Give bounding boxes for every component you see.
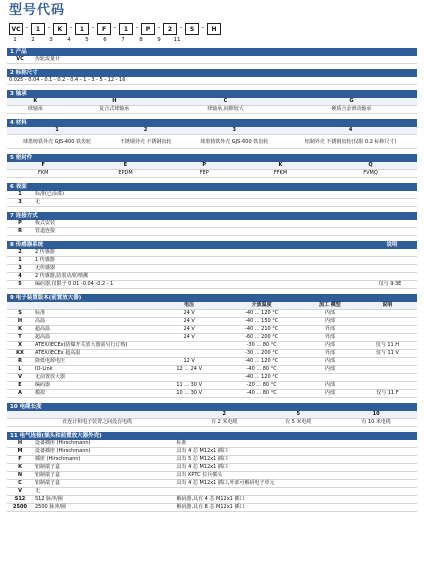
option-cell: -60 ... 200 °C — [221, 334, 302, 342]
table-row — [7, 488, 417, 496]
option-code: 3 — [184, 127, 284, 135]
code-box: 2 — [163, 23, 177, 35]
section-material — [7, 119, 417, 149]
option-note — [363, 273, 417, 281]
table-row — [7, 199, 417, 207]
option-code: 1 — [7, 127, 107, 135]
section-header: 5 密封件 — [7, 154, 417, 162]
option-description: 具有 4 芯 M12x1 插口 — [175, 464, 418, 472]
option-description: 齿轮流量计 — [33, 56, 417, 64]
section-product — [7, 48, 417, 64]
option-code: K — [7, 326, 33, 334]
option-cell: 24 V — [157, 326, 221, 334]
option-code-row — [7, 127, 417, 135]
option-description: 球墨铸铁外壳 GJS-600 铁齿轮 — [184, 135, 284, 149]
table-row — [7, 472, 417, 480]
option-code — [7, 411, 187, 419]
option-cell: 仅与 11 F — [358, 390, 417, 398]
option-cell: -40 ... 150 °C — [221, 318, 302, 326]
code-separator: - — [201, 24, 205, 31]
column-header: 说明 — [358, 302, 417, 310]
option-code: G — [286, 98, 417, 106]
code-box: K — [53, 23, 67, 35]
section-title: 8 传感器系统 — [10, 242, 44, 248]
code-position: 7 — [121, 37, 125, 43]
option-description: 无 — [33, 199, 417, 207]
option-cell: -20 ... 80 °C — [221, 382, 302, 390]
option-description: 2 传感器 — [33, 249, 363, 257]
table-row — [7, 358, 417, 366]
table-row — [7, 382, 417, 390]
nominal-size-values: 0.025 - 0.04 - 0.1 - 0.2 - 0.4 - 1 - 3 - 5 - 12 - 16 — [7, 77, 417, 85]
column-header: 电压 — [157, 302, 221, 310]
model-code-boxes — [9, 23, 417, 35]
table-row — [7, 56, 417, 64]
option-code: K — [7, 98, 64, 106]
option-cell: -40 ... 80 °C — [221, 390, 302, 398]
blank-cell — [33, 302, 157, 310]
section-header: 2 标称尺寸 — [7, 69, 417, 77]
code-position: 11 — [173, 37, 181, 43]
section-header: 6 表面 — [7, 183, 417, 191]
option-description: 有 10 米电缆 — [335, 419, 417, 427]
option-cell: 内部 — [302, 390, 358, 398]
option-cell: -40 ... 120 °C — [221, 310, 302, 318]
option-code: P — [171, 162, 236, 170]
option-description: 板式安装 — [33, 220, 417, 228]
option-cell — [358, 358, 417, 366]
option-code: A — [7, 390, 33, 398]
option-code: F — [7, 456, 33, 464]
section-header: 4 材料 — [7, 119, 417, 127]
option-cell: 内部 — [302, 342, 358, 350]
option-cell: 12 ... 24 V — [157, 366, 221, 374]
table-row — [7, 456, 417, 464]
table-row — [7, 342, 417, 350]
option-cell: -40 ... 120 °C — [221, 374, 302, 382]
table-row — [7, 496, 417, 504]
option-cell: 编码器 — [33, 382, 157, 390]
option-code-row — [7, 162, 417, 170]
option-cell: 12 V — [157, 358, 221, 366]
option-code: H — [7, 440, 33, 448]
code-position: 8 — [139, 37, 143, 43]
option-description: 具有 4 芯 M12x1 插口 — [175, 448, 418, 456]
option-description: 设备插座 (Hirschmann) — [33, 448, 175, 456]
option-description: EPDM — [80, 170, 172, 178]
option-note: 仅与 9 3E — [363, 281, 417, 289]
option-cell — [358, 334, 417, 342]
option-cell — [358, 382, 417, 390]
option-description: 管道连接 — [33, 228, 417, 236]
note-column-header: 说明 — [386, 242, 398, 248]
option-code: R — [7, 358, 33, 366]
section-header — [7, 241, 417, 249]
option-cell: ATEX/IECEx 超高温 — [33, 350, 157, 358]
option-description: 具有 4 芯 M12x1 插口,外部可解码电子单元 — [175, 480, 418, 488]
option-description: 无 — [33, 488, 175, 496]
option-cell: 内部 — [302, 310, 358, 318]
option-cell: -40 ... 210 °C — [221, 326, 302, 334]
option-description: FFKM — [237, 170, 324, 178]
page-title: 型号代码 — [9, 3, 66, 18]
option-code: C — [7, 480, 33, 488]
option-description: 铝制端子盒 — [33, 472, 175, 480]
option-description: S12 脉冲/圈 — [33, 496, 175, 504]
section-header: 7 连接方式 — [7, 212, 417, 220]
table-row — [7, 228, 417, 236]
option-cell: 内部 — [302, 318, 358, 326]
option-code: 5 — [7, 281, 33, 289]
option-code: S — [7, 310, 33, 318]
code-box: P — [141, 23, 155, 35]
option-code: 3 — [7, 199, 33, 207]
option-description: 球轴承 — [7, 106, 64, 114]
option-code: H — [64, 98, 165, 106]
option-code: C — [165, 98, 286, 106]
section-header: 9 电子装置版本(前置放大器) — [7, 294, 417, 302]
option-cell: 外部 — [302, 326, 358, 334]
section-electrical — [7, 432, 417, 512]
section-header: 1 产品 — [7, 48, 417, 56]
option-cell: -30 ... 80 °C — [221, 342, 302, 350]
option-description: 球墨铸铁外壳 GJS-400 铁齿轮 — [7, 135, 107, 149]
option-code: F — [7, 162, 80, 170]
option-description: 不锈钢外壳 不锈钢齿轮 — [107, 135, 184, 149]
option-cell: 无前置放大器 — [33, 374, 157, 382]
option-value-row — [7, 170, 417, 178]
option-code: 2 — [187, 411, 261, 419]
table-row — [7, 440, 417, 448]
option-cell: 仅与 11 V — [358, 350, 417, 358]
option-cell: 高温 — [33, 318, 157, 326]
code-separator: - — [113, 24, 117, 31]
option-code: 2 — [7, 249, 33, 257]
option-cell: 超高温 — [33, 334, 157, 342]
option-code-row — [7, 98, 417, 106]
table-row — [7, 504, 417, 512]
option-description: 编码器,仅限于 0.01 -0.04 -0.2 - 1 — [33, 281, 363, 289]
option-description: 1 传感器 — [33, 257, 363, 265]
option-cell: IO-Link — [33, 366, 157, 374]
option-cell — [358, 310, 417, 318]
option-code: 3 — [7, 265, 33, 273]
option-code: 4 — [7, 273, 33, 281]
code-separator: - — [135, 24, 139, 31]
code-box: F — [97, 23, 111, 35]
option-cell — [302, 374, 358, 382]
code-position: 9 — [157, 37, 161, 43]
option-code: N — [7, 472, 33, 480]
option-description: FKM — [7, 170, 80, 178]
section-header: 11 电气连接(插头和前置放大器外壳) — [7, 432, 417, 440]
table-row — [7, 366, 417, 374]
section-cable-length — [7, 403, 417, 427]
option-cell: 内部 — [302, 366, 358, 374]
table-row — [7, 281, 417, 289]
option-description: 铝制外壳 不锈钢齿轮(仅限 0.2 标称尺寸) — [284, 135, 417, 149]
option-description: 解码器,具有 4 芯 M12x1 插口 — [175, 496, 418, 504]
table-row — [7, 326, 417, 334]
option-description: 铝制端子盒 — [33, 464, 175, 472]
option-description — [175, 488, 418, 496]
option-cell — [358, 318, 417, 326]
option-cell: 内部 — [302, 382, 358, 390]
option-code: KX — [7, 350, 33, 358]
option-cell: 模拟 — [33, 390, 157, 398]
option-cell: 外部 — [302, 350, 358, 358]
option-description: 铝制端子盒 — [33, 480, 175, 488]
table-row — [7, 191, 417, 199]
option-cell: 10 ... 30 V — [157, 390, 221, 398]
code-position: 2 — [31, 37, 35, 43]
code-position: 1 — [13, 37, 17, 43]
option-cell: 24 V — [157, 318, 221, 326]
option-description: 直连计和电子装置之间没有电缆 — [7, 419, 187, 427]
option-code: 4 — [284, 127, 417, 135]
option-description: 标准 — [175, 440, 418, 448]
section-electronics — [7, 294, 417, 398]
table-row — [7, 249, 417, 257]
option-cell — [358, 374, 417, 382]
code-box: VC — [9, 23, 23, 35]
option-description: 复合式球轴承 — [64, 106, 165, 114]
option-code: H — [7, 318, 33, 326]
table-row — [7, 390, 417, 398]
option-description: 2500 脉冲/圈 — [33, 504, 175, 512]
column-header: 加工 模型 — [302, 302, 358, 310]
table-row — [7, 265, 417, 273]
table-row — [7, 480, 417, 488]
option-value-row — [7, 419, 417, 427]
option-description: 有 5 米电缆 — [261, 419, 335, 427]
option-cell: -40 ... 120 °C — [221, 358, 302, 366]
option-description: FVMQ — [324, 170, 417, 178]
option-description: 标准(已涂漆) — [33, 191, 417, 199]
option-code: K — [7, 464, 33, 472]
section-header: 3 轴承 — [7, 90, 417, 98]
option-description: FEP — [171, 170, 236, 178]
code-separator: - — [91, 24, 95, 31]
column-header: 介质温度 — [221, 302, 302, 310]
option-code: 5 — [261, 411, 335, 419]
option-description: 设备插座 (Hirschmann) — [33, 440, 175, 448]
option-code: R — [7, 228, 33, 236]
option-description: 插座 (Hirschmann) — [33, 456, 175, 464]
option-description: 硬质合金滑动轴承 — [286, 106, 417, 114]
table-row — [7, 448, 417, 456]
table-row — [7, 318, 417, 326]
section-nominal-size — [7, 69, 417, 85]
option-cell: 仅与 11 H — [358, 342, 417, 350]
option-code: L — [7, 366, 33, 374]
option-cell — [157, 374, 221, 382]
section-seal — [7, 154, 417, 178]
option-cell: 标准 — [33, 310, 157, 318]
section-surface — [7, 183, 417, 207]
option-cell: 24 V — [157, 334, 221, 342]
option-code: 2 — [107, 127, 184, 135]
option-code: M — [7, 448, 33, 456]
table-row — [7, 310, 417, 318]
option-code: Q — [324, 162, 417, 170]
option-description: 解码器,具有 8 芯 M12x1 插口 — [175, 504, 418, 512]
code-position: 6 — [103, 37, 107, 43]
option-value-row — [7, 106, 417, 114]
code-separator: - — [25, 24, 29, 31]
code-separator: - — [47, 24, 51, 31]
option-cell — [157, 350, 221, 358]
option-code: 10 — [335, 411, 417, 419]
option-description: 无传感器 — [33, 265, 363, 273]
code-box: S — [185, 23, 199, 35]
code-box: 1 — [119, 23, 133, 35]
section-connection — [7, 212, 417, 236]
option-cell — [358, 366, 417, 374]
code-position: 5 — [85, 37, 89, 43]
option-cell — [358, 326, 417, 334]
option-value-row — [7, 135, 417, 149]
option-code: 1 — [7, 257, 33, 265]
option-code-row — [7, 411, 417, 419]
option-code: T — [7, 334, 33, 342]
option-cell: -40 ... 80 °C — [221, 366, 302, 374]
section-sensor — [7, 241, 417, 289]
option-description: 2 传感器,防震动/防喷溅 — [33, 273, 363, 281]
option-cell: ATEX/IECEx(防爆开关放大器需另行订购) — [33, 342, 157, 350]
code-position: 4 — [67, 37, 71, 43]
option-code: E — [7, 382, 33, 390]
option-code: P — [7, 220, 33, 228]
section-header: 10 电缆长度 — [7, 403, 417, 411]
option-description: 球轴承,间隙较大 — [165, 106, 286, 114]
table-row — [7, 273, 417, 281]
option-code: S12 — [7, 496, 33, 504]
option-code: X — [7, 342, 33, 350]
option-note — [363, 249, 417, 257]
code-position: 3 — [49, 37, 53, 43]
blank-cell — [7, 302, 33, 310]
option-cell: 超高温 — [33, 326, 157, 334]
code-box: H — [207, 23, 221, 35]
option-code: V — [7, 374, 33, 382]
option-note — [363, 265, 417, 273]
code-box: 1 — [31, 23, 45, 35]
table-row — [7, 464, 417, 472]
table-row — [7, 220, 417, 228]
option-cell: -30 ... 200 °C — [221, 350, 302, 358]
option-description: 有 2 米电缆 — [187, 419, 261, 427]
table-row — [7, 257, 417, 265]
column-header-row — [7, 302, 417, 310]
option-code: K — [237, 162, 324, 170]
code-separator: - — [179, 24, 183, 31]
code-separator: - — [69, 24, 73, 31]
option-description: 具有 KPTC 拉兵插头 — [175, 472, 418, 480]
option-code: V — [7, 488, 33, 496]
option-note — [363, 257, 417, 265]
option-cell — [157, 342, 221, 350]
option-cell: 11 ... 30 V — [157, 382, 221, 390]
option-code: E — [80, 162, 172, 170]
code-box: 1 — [75, 23, 89, 35]
option-description: 具有 5 芯 M12x1 插口 — [175, 456, 418, 464]
option-cell: 外部 — [302, 334, 358, 342]
table-row — [7, 374, 417, 382]
model-code-positions — [9, 37, 417, 43]
section-bearing — [7, 90, 417, 114]
code-separator: - — [157, 24, 161, 31]
option-code: VC — [7, 56, 33, 64]
table-row — [7, 350, 417, 358]
option-cell: 内部 — [302, 358, 358, 366]
option-cell: 降低电源电压 — [33, 358, 157, 366]
option-code: 1 — [7, 191, 33, 199]
option-cell: 24 V — [157, 310, 221, 318]
table-row — [7, 334, 417, 342]
option-code: 2500 — [7, 504, 33, 512]
